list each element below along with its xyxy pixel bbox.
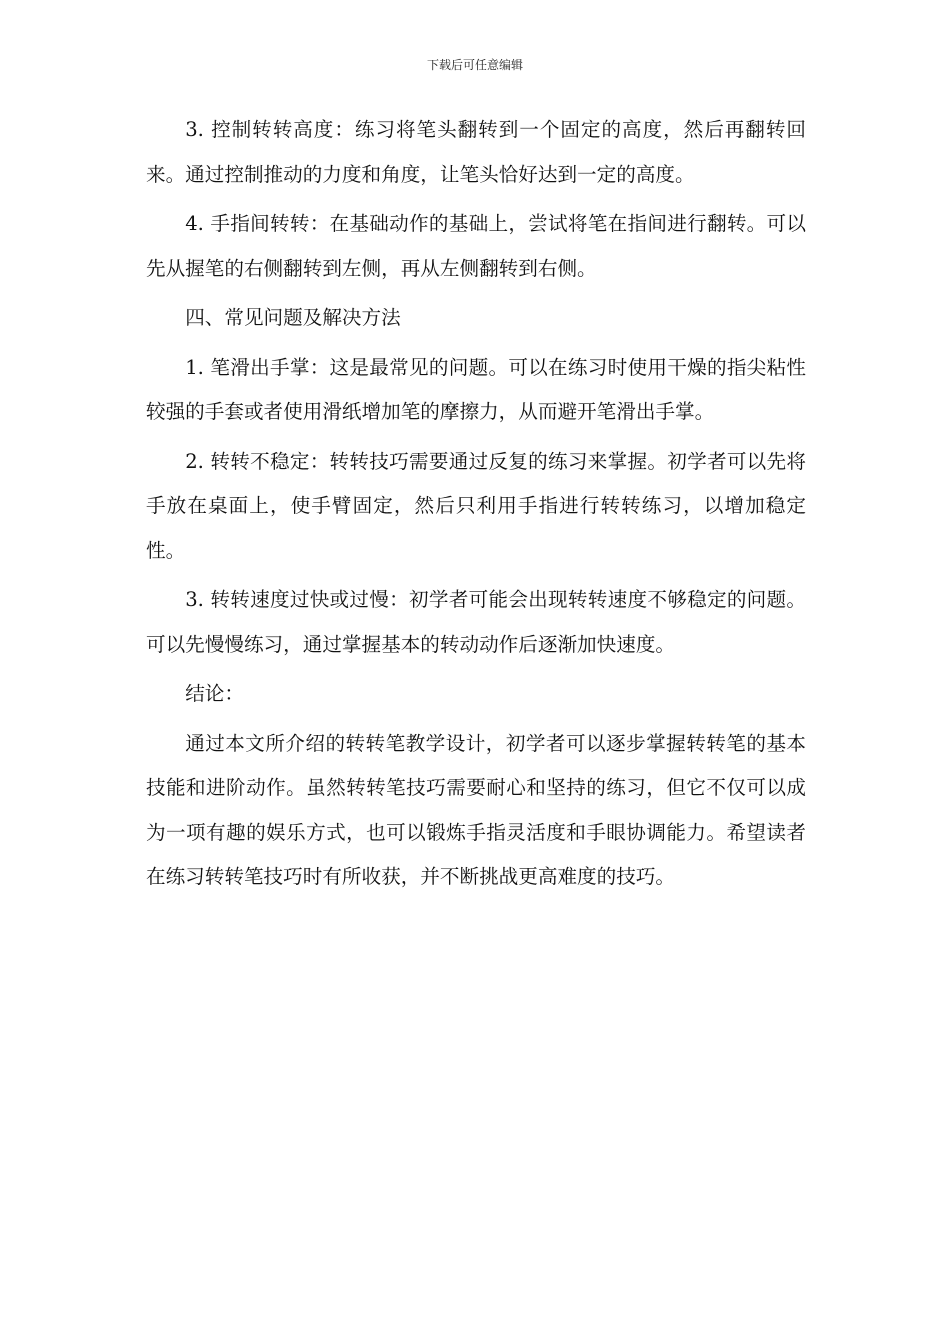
paragraph-step-4-finger-spin: 4. 手指间转转：在基础动作的基础上，尝试将笔在指间进行翻转。可以先从握笔的右侧翻转到左侧，再从左侧翻转到右侧。 bbox=[146, 212, 806, 280]
conclusion-heading: 结论： bbox=[185, 682, 244, 705]
paragraph-problem-3-speed: 3. 转转速度过快或过慢：初学者可能会出现转转速度不够稳定的问题。可以先慢慢练习，通过掌握基本的转动动作后逐渐加快速度。 bbox=[146, 588, 806, 656]
paragraph-problem-2-unstable: 2. 转转不稳定：转转技巧需要通过反复的练习来掌握。初学者可以先将手放在桌面上，使手臂固定，然后只利用手指进行转转练习，以增加稳定性。 bbox=[146, 449, 806, 562]
section-heading-common-problems: 四、常见问题及解决方法 bbox=[185, 306, 401, 329]
paragraph-problem-1-slipping: 1. 笔滑出手掌：这是最常见的问题。可以在练习时使用干燥的指尖粘性较强的手套或者使用滑纸增加笔的摩擦力，从而避开笔滑出手掌。 bbox=[146, 355, 806, 423]
paragraph-conclusion: 通过本文所介绍的转转笔教学设计，初学者可以逐步掌握转转笔的基本技能和进阶动作。虽然转转笔技巧需要耐心和坚持的练习，但它不仅可以成为一项有趣的娱乐方式，也可以锻炼手指灵活度和手眼协调能力。希望读者在练习转转笔技巧时有所收获，并不断挑战更高难度的技巧。 bbox=[146, 731, 806, 888]
document-body bbox=[146, 108, 806, 905]
paragraph-step-3-height-control: 3. 控制转转高度：练习将笔头翻转到一个固定的高度，然后再翻转回来。通过控制推动的力度和角度，让笔头恰好达到一定的高度。 bbox=[146, 118, 806, 186]
page-header-note: 下载后可任意编辑 bbox=[426, 58, 523, 72]
